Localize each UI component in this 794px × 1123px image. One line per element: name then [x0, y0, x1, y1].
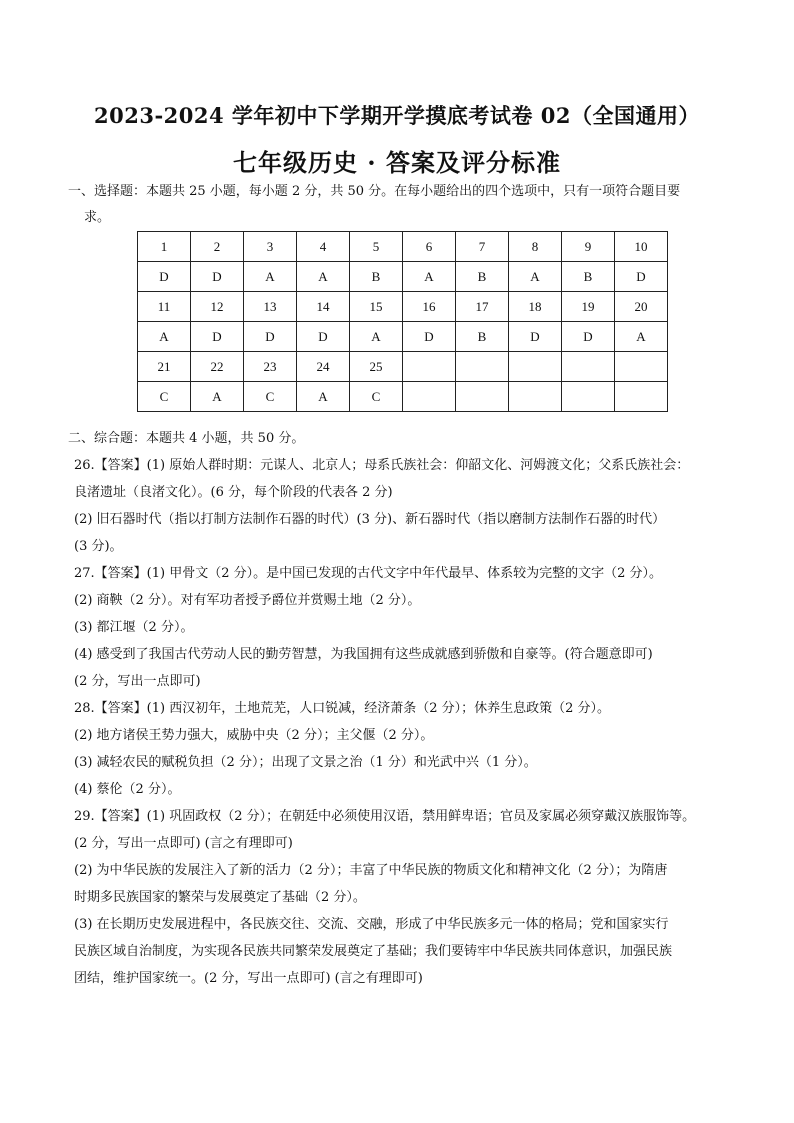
answer-line: (3 分)。 — [74, 539, 123, 554]
answer-table-cell: A — [615, 322, 668, 352]
answer-table-cell: A — [297, 382, 350, 412]
answer-table-row — [138, 232, 668, 262]
answer-table-cell: 21 — [138, 352, 191, 382]
answer-line: (4) 感受到了我国古代劳动人民的勤劳智慧，为我国拥有这些成就感到骄傲和自豪等。(符合题意即可) — [74, 647, 653, 662]
answer-table — [137, 231, 668, 412]
answer-line: (2) 为中华民族的发展注入了新的活力（2 分）；丰富了中华民族的物质文化和精神文化（2 分）；为隋唐 — [74, 863, 668, 878]
answer-table-cell: C — [138, 382, 191, 412]
answer-table-cell: A — [297, 262, 350, 292]
answer-table-cell: A — [403, 262, 456, 292]
answer-line: (2 分，写出一点即可) — [74, 674, 201, 689]
answer-table-cell: 18 — [509, 292, 562, 322]
answer-table-cell: 2 — [191, 232, 244, 262]
answer-table-cell: 1 — [138, 232, 191, 262]
answer-table-cell: 4 — [297, 232, 350, 262]
answer-table-cell — [509, 352, 562, 382]
answer-table-cell: 22 — [191, 352, 244, 382]
answer-table-cell: C — [350, 382, 403, 412]
answer-table-cell: B — [562, 262, 615, 292]
answer-table-cell: D — [297, 322, 350, 352]
answer-table-cell: D — [244, 322, 297, 352]
answer-line: (2) 旧石器时代（指以打制方法制作石器的时代）(3 分)、新石器时代（指以磨制方法制作石器的时代） — [74, 512, 666, 527]
answer-table-cell: C — [244, 382, 297, 412]
answer-table-cell: 12 — [191, 292, 244, 322]
answer-table-cell: 10 — [615, 232, 668, 262]
answer-table-row — [138, 322, 668, 352]
answer-table-row — [138, 352, 668, 382]
answer-line: 29.【答案】(1) 巩固政权（2 分）；在朝廷中必须使用汉语，禁用鲜卑语；官员及家属必须穿戴汉族服饰等。 — [74, 809, 696, 824]
answer-table-row — [138, 292, 668, 322]
answer-table-cell — [403, 382, 456, 412]
answer-table-cell: 5 — [350, 232, 403, 262]
answer-line: 团结，维护国家统一。(2 分，写出一点即可) (言之有理即可) — [74, 971, 423, 986]
answer-table-cell: B — [456, 262, 509, 292]
answer-table-cell: D — [562, 322, 615, 352]
answer-table-cell: A — [350, 322, 403, 352]
answer-table-cell: A — [509, 262, 562, 292]
answer-line: (3) 减轻农民的赋税负担（2 分）；出现了文景之治（1 分）和光武中兴（1 分）。 — [74, 755, 537, 770]
answer-table-cell: A — [191, 382, 244, 412]
answer-table-cell — [456, 382, 509, 412]
answer-line: (2 分，写出一点即可) (言之有理即可) — [74, 836, 293, 851]
answer-table-cell: D — [403, 322, 456, 352]
section-1-instructions — [68, 179, 738, 231]
answer-table-cell: D — [191, 262, 244, 292]
answer-table-cell: B — [456, 322, 509, 352]
answer-table-cell: A — [244, 262, 297, 292]
answer-line: (3) 在长期历史发展进程中，各民族交往、交流、交融，形成了中华民族多元一体的格局；党和国家实行 — [74, 917, 669, 932]
answer-line: 27.【答案】(1) 甲骨文（2 分）。是中国已发现的古代文字中年代最早、体系较为完整的文字（2 分）。 — [74, 566, 663, 581]
answer-table-cell: A — [138, 322, 191, 352]
answer-table-cell — [509, 382, 562, 412]
section-1-line-1: 一、选择题：本题共 25 小题，每小题 2 分，共 50 分。在每小题给出的四个选项中，只有一项符合题目要 — [68, 184, 681, 199]
answer-table-cell: D — [138, 262, 191, 292]
answer-table-cell: D — [191, 322, 244, 352]
answer-table-cell: 20 — [615, 292, 668, 322]
answer-table-cell: 17 — [456, 292, 509, 322]
answer-table-cell: 9 — [562, 232, 615, 262]
answer-line: (2) 地方诸侯王势力强大，威胁中央（2 分）；主父偃（2 分）。 — [74, 728, 434, 743]
answer-table-cell: B — [350, 262, 403, 292]
answer-table-row — [138, 382, 668, 412]
answer-line: (3) 都江堰（2 分）。 — [74, 620, 194, 635]
answer-line: (4) 蔡伦（2 分）。 — [74, 782, 181, 797]
answer-table-cell: 3 — [244, 232, 297, 262]
answer-line: 28.【答案】(1) 西汉初年，土地荒芜，人口锐减，经济萧条（2 分）；休养生息政策（2 分）。 — [74, 701, 611, 716]
answer-table-cell: 7 — [456, 232, 509, 262]
answer-table-cell — [456, 352, 509, 382]
answer-table-cell: 14 — [297, 292, 350, 322]
answer-line: 良渚遗址（良渚文化）。(6 分，每个阶段的代表各 2 分) — [74, 485, 393, 500]
answer-table-cell: 13 — [244, 292, 297, 322]
answer-table-cell: 8 — [509, 232, 562, 262]
answer-table-cell: 24 — [297, 352, 350, 382]
answer-table-cell: 25 — [350, 352, 403, 382]
answer-table-cell: 23 — [244, 352, 297, 382]
answer-line: 民族区域自治制度，为实现各民族共同繁荣发展奠定了基础；我们要铸牢中华民族共同体意识，加强民族 — [74, 944, 673, 959]
section-1-line-2: 求。 — [84, 210, 111, 225]
answer-table-cell: 16 — [403, 292, 456, 322]
exam-subtitle: 七年级历史 · 答案及评分标准 — [232, 148, 562, 177]
answer-line: 时期多民族国家的繁荣与发展奠定了基础（2 分）。 — [74, 890, 366, 905]
answer-table-cell: D — [615, 262, 668, 292]
answers-content — [74, 452, 742, 992]
answer-table-cell: 15 — [350, 292, 403, 322]
answer-table-cell — [562, 352, 615, 382]
answer-table-cell — [615, 382, 668, 412]
exam-title: 2023-2024 学年初中下学期开学摸底考试卷 02（全国通用） — [94, 103, 700, 128]
section-2-heading: 二、综合题：本题共 4 小题，共 50 分。 — [68, 431, 305, 446]
answer-table-cell: 11 — [138, 292, 191, 322]
answer-table-cell: D — [509, 322, 562, 352]
answer-table-cell: 6 — [403, 232, 456, 262]
answer-table-row — [138, 262, 668, 292]
answer-table-cell — [562, 382, 615, 412]
answer-line: 26.【答案】(1) 原始人群时期：元谋人、北京人；母系氏族社会：仰韶文化、河姆渡文化；父系氏族社会： — [74, 458, 690, 473]
answer-table-cell — [615, 352, 668, 382]
answer-line: (2) 商鞅（2 分）。对有军功者授予爵位并赏赐土地（2 分）。 — [74, 593, 421, 608]
answer-table-cell — [403, 352, 456, 382]
answer-table-cell: 19 — [562, 292, 615, 322]
